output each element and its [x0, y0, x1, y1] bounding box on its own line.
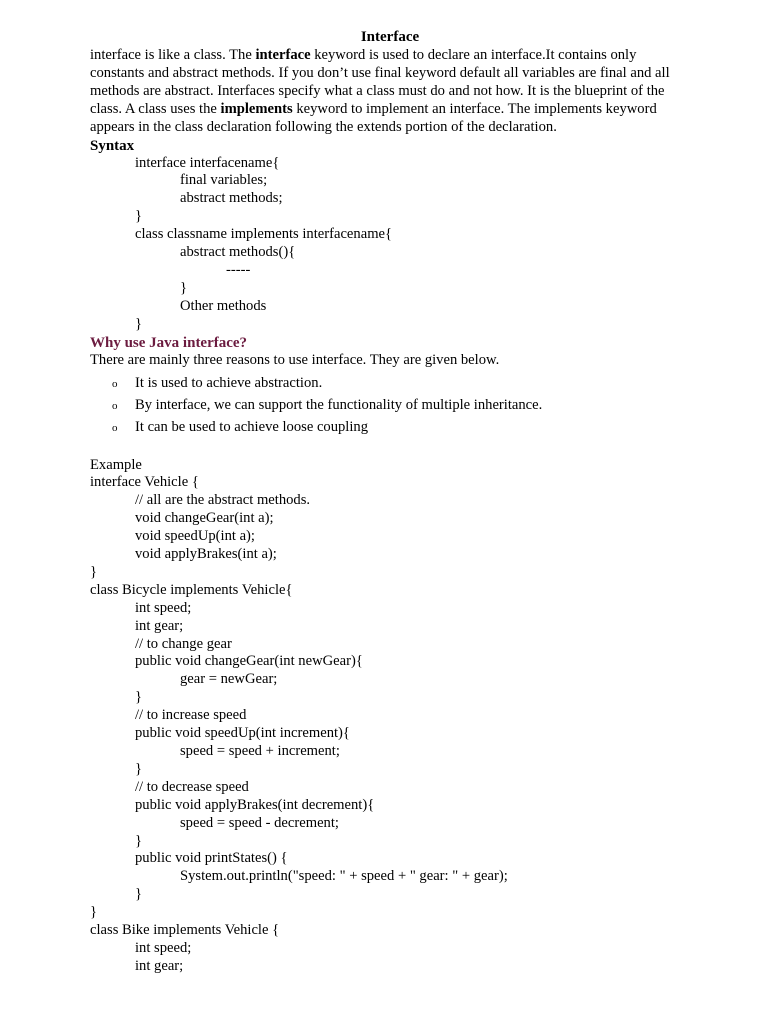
code-line: }	[135, 315, 143, 332]
code-line: public void changeGear(int newGear){	[135, 653, 363, 670]
why-intro: There are mainly three reasons to use interface. They are given below.	[90, 351, 500, 368]
code-line: System.out.println("speed: " + speed + " gear: " + gear);	[180, 868, 508, 885]
syntax-heading: Syntax	[90, 137, 135, 154]
list-item	[90, 418, 690, 436]
code-line: void applyBrakes(int a);	[135, 546, 277, 563]
list-item-text: It is used to achieve abstraction.	[135, 374, 323, 391]
code-line: public void speedUp(int increment){	[135, 725, 350, 742]
code-line: void speedUp(int a);	[135, 528, 255, 545]
code-line: -----	[226, 261, 251, 278]
code-line: int speed;	[135, 939, 192, 956]
spacer	[90, 440, 690, 457]
code-line: int speed;	[135, 599, 192, 616]
code-line: public void printStates() {	[135, 850, 288, 867]
code-line: }	[135, 689, 143, 706]
intro-bold-implements: implements	[220, 100, 293, 117]
code-line: public void applyBrakes(int decrement){	[135, 796, 375, 813]
code-line: // to increase speed	[135, 707, 247, 724]
intro-bold-interface: interface	[255, 47, 311, 63]
page-title: Interface	[360, 29, 420, 45]
code-line: }	[135, 208, 143, 225]
code-line: }	[180, 279, 188, 296]
bullet-circle-icon: o	[112, 377, 118, 390]
code-line: // all are the abstract methods.	[135, 492, 311, 509]
list-item	[90, 396, 690, 414]
code-line: }	[90, 563, 98, 580]
reasons-list	[90, 374, 690, 436]
code-line: gear = newGear;	[180, 671, 278, 688]
code-line: void changeGear(int a);	[135, 510, 274, 527]
code-line: class classname implements interfacename{	[135, 226, 393, 243]
code-line: }	[135, 832, 143, 849]
code-line: class Bicycle implements Vehicle{	[90, 581, 293, 598]
syntax-code-block	[90, 155, 690, 334]
list-item	[90, 374, 690, 392]
code-line: class Bike implements Vehicle {	[90, 922, 280, 939]
code-line: int gear;	[135, 617, 184, 634]
code-line: // to change gear	[135, 635, 232, 652]
code-line: Other methods	[180, 297, 267, 314]
list-item-text: It can be used to achieve loose coupling	[135, 418, 369, 435]
document-page	[90, 28, 690, 976]
bullet-circle-icon: o	[112, 399, 118, 412]
code-line: }	[135, 760, 143, 777]
code-line: speed = speed + increment;	[180, 743, 340, 759]
code-line: speed = speed - decrement;	[180, 814, 339, 831]
why-heading: Why use Java interface?	[90, 334, 248, 351]
code-line: }	[90, 904, 98, 921]
example-label: Example	[90, 456, 142, 473]
intro-paragraph	[90, 47, 690, 137]
intro-text-3: keyword to implement an interface. The implements keyword appears in the class declaration following the extends portion of the declaration.	[90, 100, 657, 135]
code-line: interface interfacename{	[135, 154, 280, 171]
code-line: final variables;	[180, 172, 268, 189]
list-item-text: By interface, we can support the functionality of multiple inheritance.	[135, 396, 543, 413]
code-line: }	[135, 886, 143, 903]
bullet-circle-icon: o	[112, 421, 118, 434]
code-line: interface Vehicle {	[90, 474, 199, 491]
code-line: abstract methods;	[180, 190, 283, 207]
intro-text-1: interface is like a class. The	[90, 47, 256, 63]
code-line: int gear;	[135, 957, 184, 974]
code-line: abstract methods(){	[180, 244, 296, 261]
example-code-block	[90, 474, 690, 975]
intro-text-2: keyword is used to declare an interface.It contains only constants and abstract methods. If you don’t use final keyword default all variables are final and all methods are abstract. Interfaces specify what a class must do and not how. It is the blueprint of the class. A class uses the	[90, 47, 670, 117]
code-line: // to decrease speed	[135, 778, 249, 795]
